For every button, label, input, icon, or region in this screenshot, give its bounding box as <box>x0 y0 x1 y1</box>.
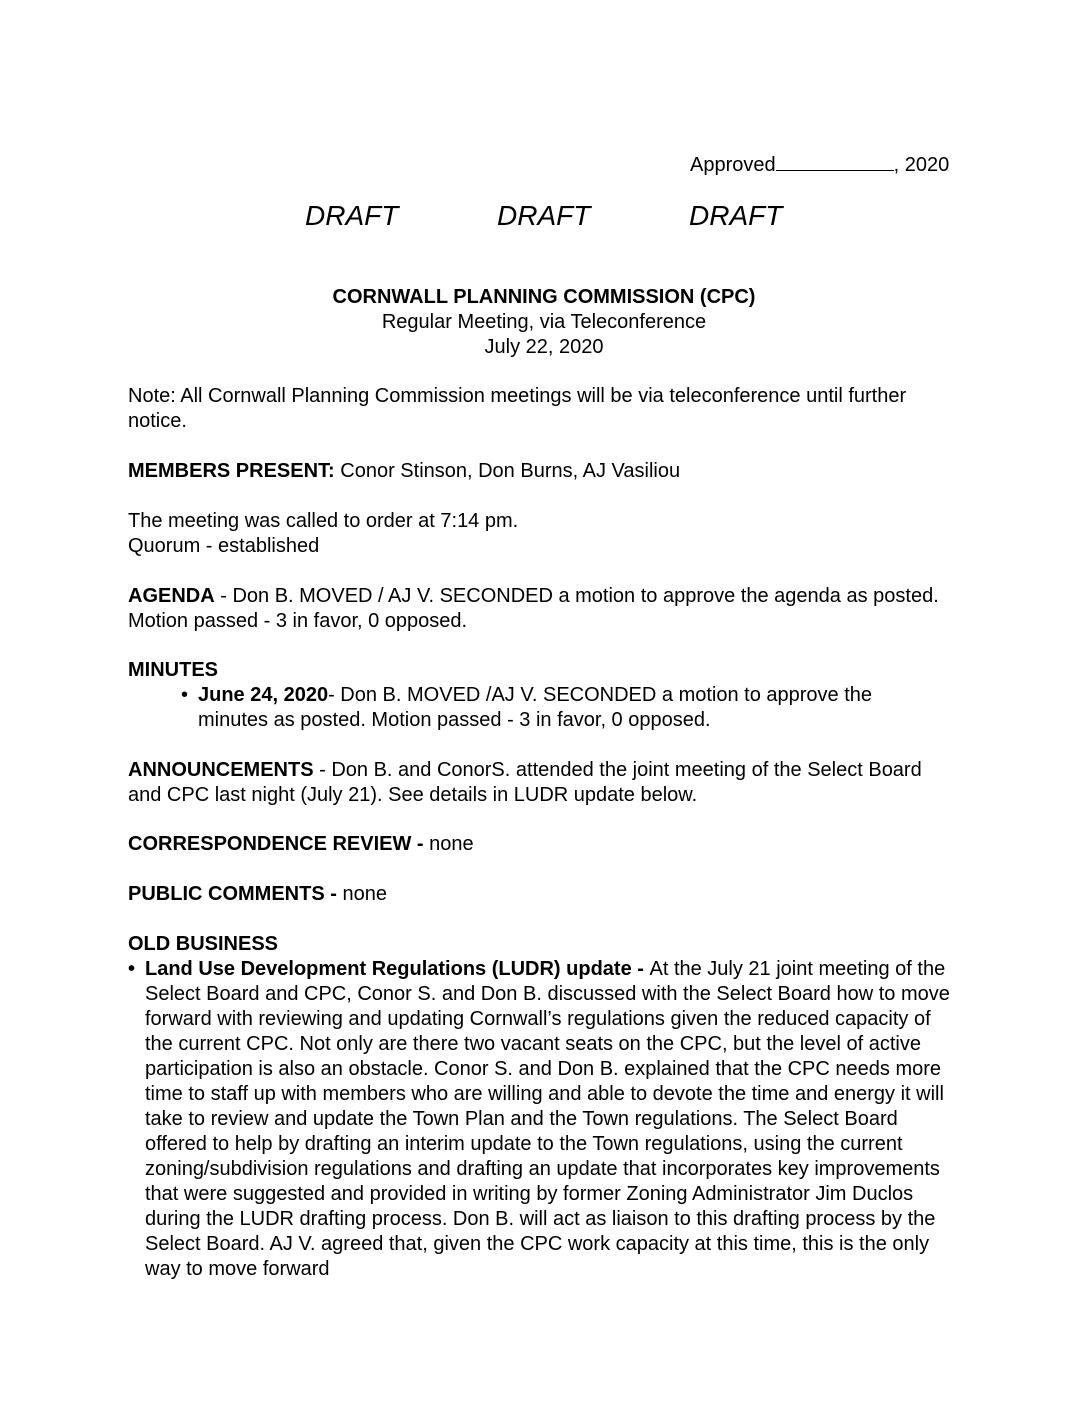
members-label: MEMBERS PRESENT: <box>128 460 335 482</box>
quorum-text: Quorum - established <box>128 535 320 557</box>
public-comments-section <box>128 882 968 907</box>
draft-mark-2: DRAFT <box>497 200 591 231</box>
members-list: Conor Stinson, Don Burns, AJ Vasiliou <box>340 460 681 482</box>
ludr-update-label: Land Use Development Regulations (LUDR) update - <box>145 958 650 980</box>
document-title: CORNWALL PLANNING COMMISSION (CPC) <box>332 286 756 308</box>
call-to-order-text: The meeting was called to order at 7:14 pm. <box>128 510 519 532</box>
agenda-section <box>128 584 958 634</box>
old-business-item <box>145 957 963 1282</box>
correspondence-label: CORRESPONDENCE REVIEW - <box>128 833 424 855</box>
agenda-text: - Don B. MOVED / AJ V. SECONDED a motion to approve the agenda as posted. Motion passed - 3 in favor, 0 opposed. <box>128 585 939 632</box>
minutes-section <box>128 658 968 733</box>
public-comments-label: PUBLIC COMMENTS - <box>128 883 337 905</box>
note-text: Note: All Cornwall Planning Commission meetings will be via teleconference until further notice. <box>128 385 907 432</box>
ludr-update-text: At the July 21 joint meeting of the Select Board and CPC, Conor S. and Don B. discussed with the Select Board how to move forward with reviewing and updating Cornwall’s regulations given the reduced capacity of the current CPC. Not only are there two vacant seats on the CPC, but the level of active participation is also an obstacle. Conor S. and Don B. explained that the CPC needs more time to staff up with members who are willing and able to devote the time and energy it will take to review and update the Town Plan and the Town regulations. The Select Board offered to help by drafting an interim update to the Town regulations, using the current zoning/subdivision regulations and drafting an update that incorporates key improvements that were suggested and provided in writing by former Zoning Administrator Jim Duclos during the LUDR drafting process. Don B. will act as liaison to this drafting process by the Select Board. AJ V. agreed that, given the CPC work capacity at this time, this is the only way to move forward <box>145 958 950 1280</box>
note-paragraph <box>128 384 928 434</box>
meeting-date: July 22, 2020 <box>484 336 604 358</box>
approved-date-blank <box>776 152 894 171</box>
public-comments-text: none <box>336 883 387 905</box>
minutes-heading: MINUTES <box>128 659 218 681</box>
minutes-item-date: June 24, 2020 <box>198 684 329 706</box>
agenda-label: AGENDA <box>128 585 215 607</box>
approved-line <box>690 152 949 178</box>
members-present <box>128 459 968 484</box>
draft-mark-1: DRAFT <box>305 200 399 231</box>
draft-mark-3: DRAFT <box>689 200 783 231</box>
announcements-label: ANNOUNCEMENTS <box>128 759 314 781</box>
approved-year: , 2020 <box>893 154 950 176</box>
announcements-text: - Don B. and ConorS. attended the joint meeting of the Select Board and CPC last night (July 21). See details in LUDR update below. <box>128 759 922 806</box>
old-business-section <box>128 932 968 1282</box>
announcements-section <box>128 758 948 808</box>
old-business-heading: OLD BUSINESS <box>128 933 279 955</box>
correspondence-section <box>128 832 968 857</box>
correspondence-text: none <box>423 833 474 855</box>
document-subtitle: Regular Meeting, via Teleconference <box>381 311 707 333</box>
call-to-order <box>128 509 968 559</box>
minutes-item <box>198 683 928 733</box>
approved-label: Approved <box>690 154 776 176</box>
minutes-item-text: - Don B. MOVED /AJ V. SECONDED a motion to approve the minutes as posted. Motion passed - 3 in favor, 0 opposed. <box>198 684 873 731</box>
